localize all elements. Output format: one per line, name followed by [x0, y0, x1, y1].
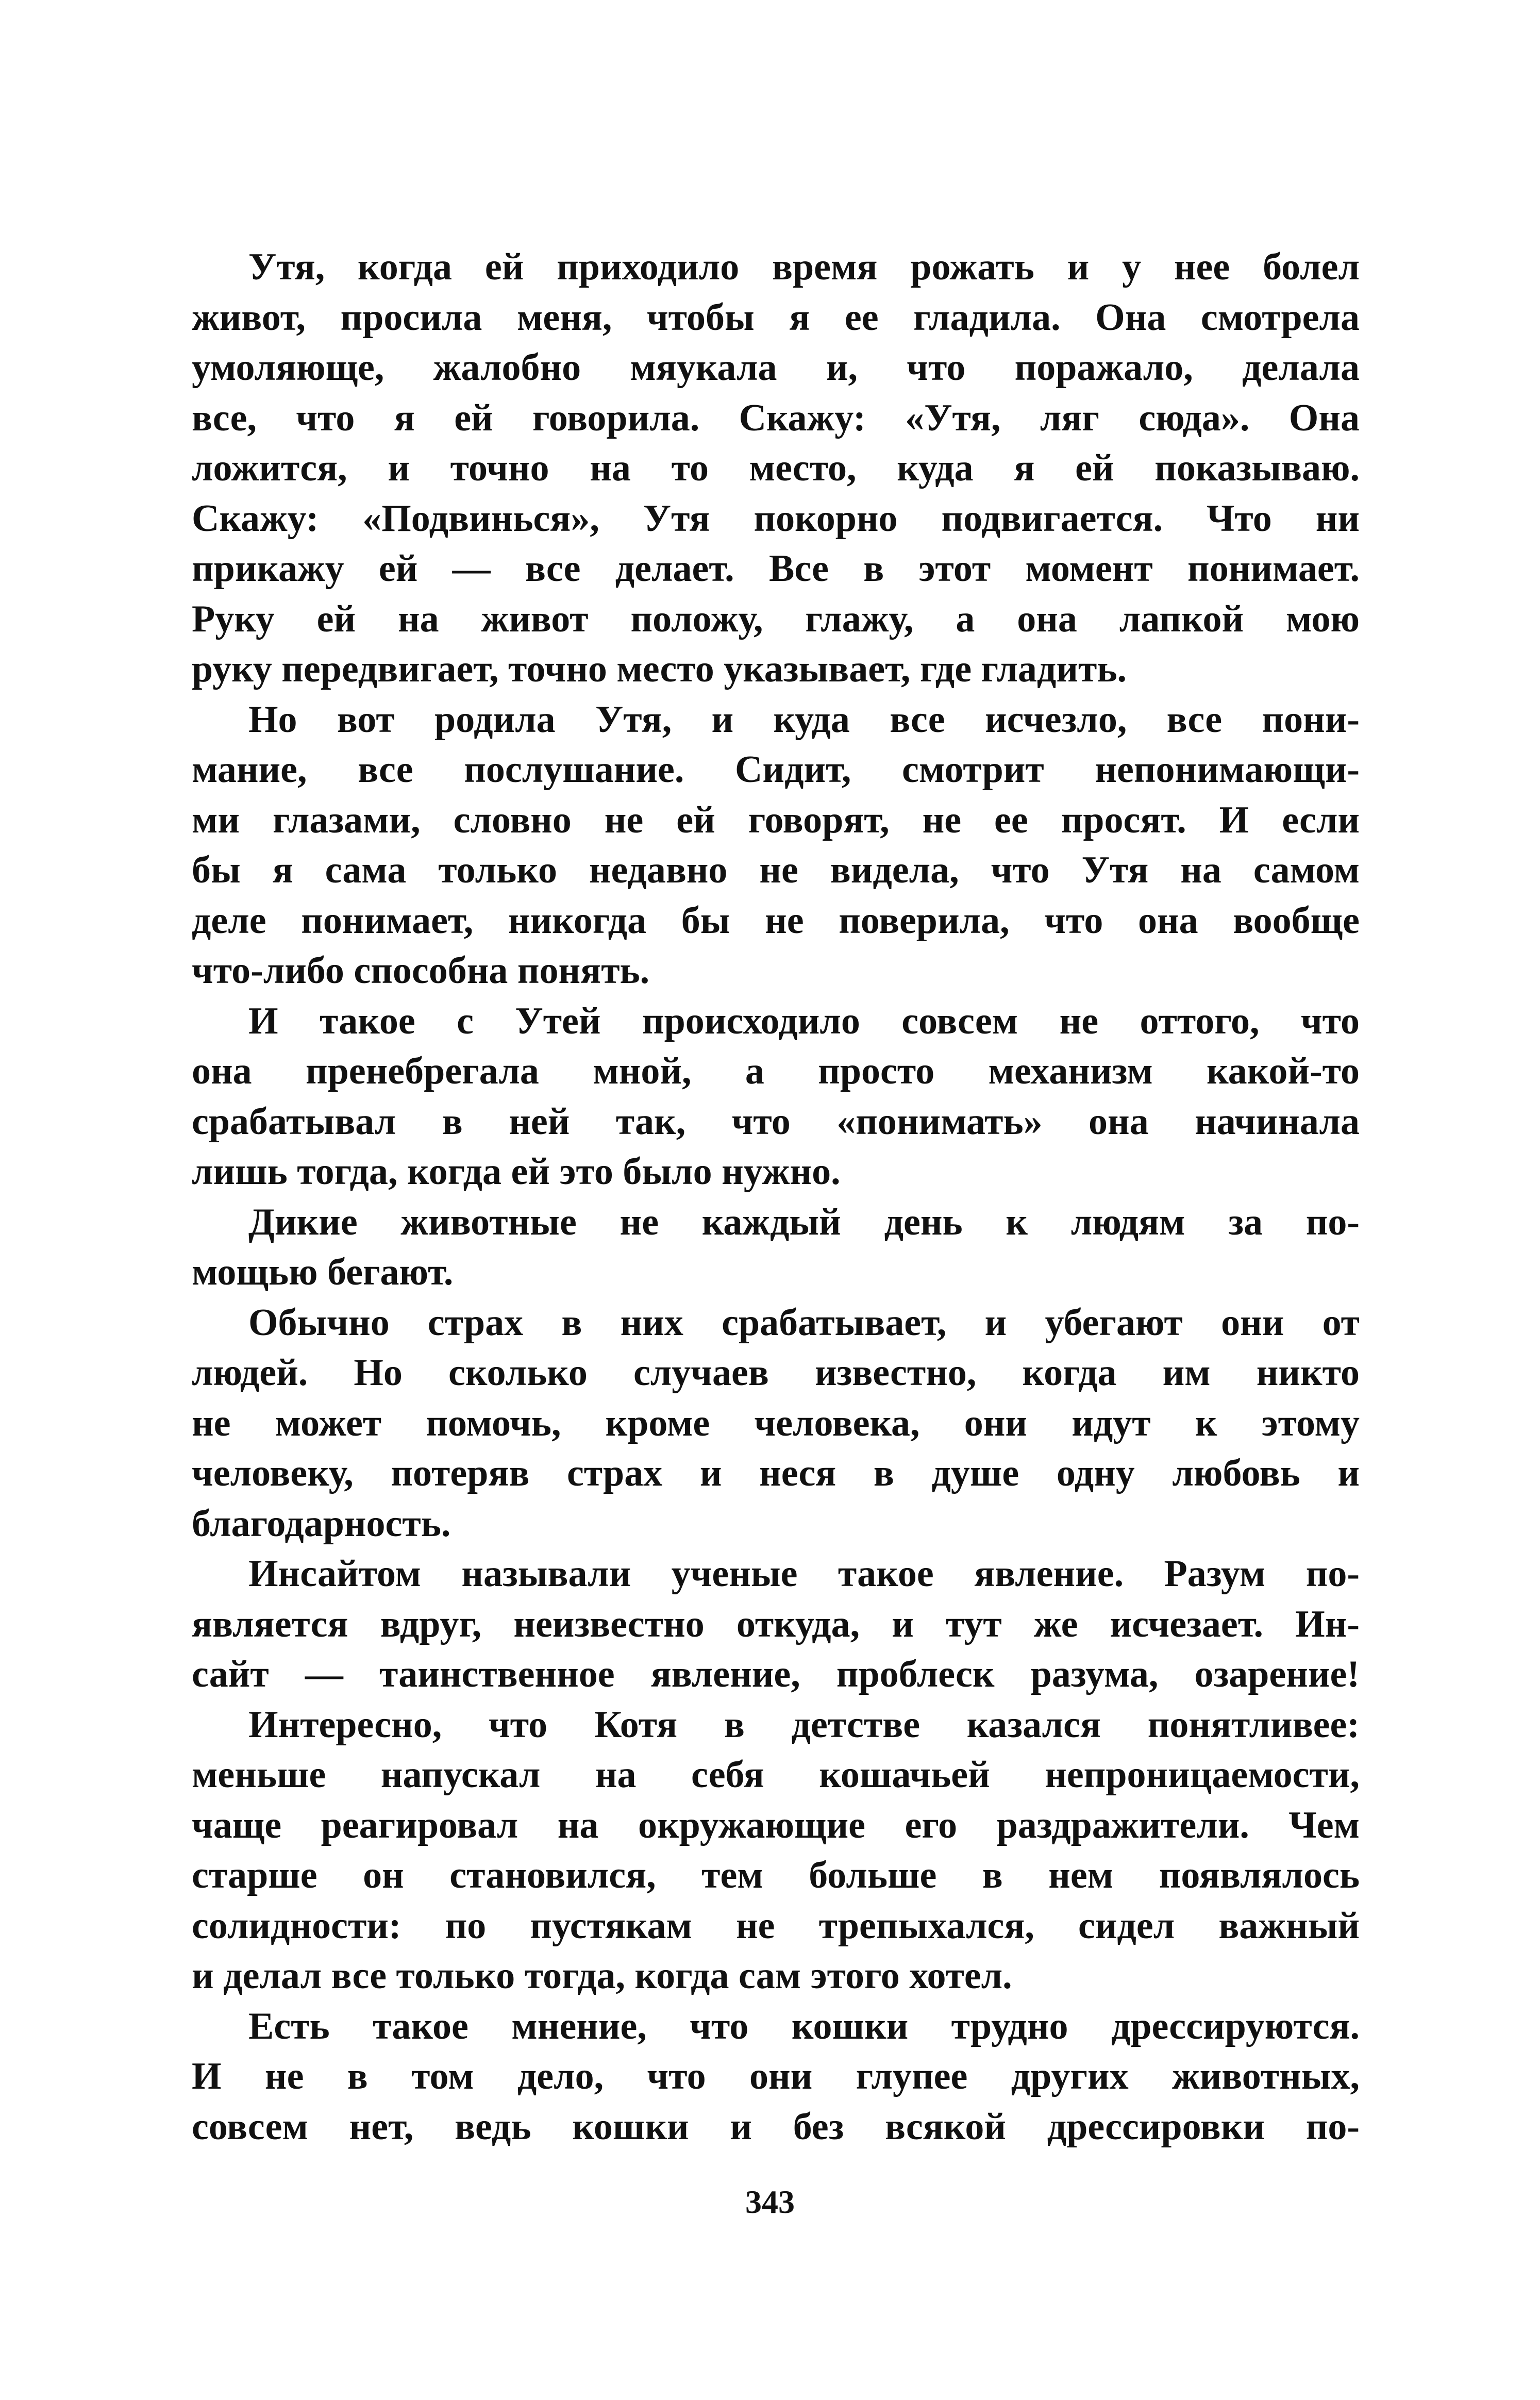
text-line: ложится, и точно на то место, куда я ей показываю. [192, 447, 1360, 489]
text-line: Интересно, что Котя в детстве казался понятливее: [248, 1703, 1360, 1746]
text-line: человеку, потеряв страх и неся в душе одну любовь и [192, 1452, 1360, 1494]
text-line: мощью бегают. [192, 1251, 454, 1293]
text-line: срабатывал в ней так, что «понимать» она начинала [192, 1100, 1360, 1143]
text-line: умоляюще, жалобно мяукала и, что поражало, делала [192, 346, 1360, 389]
text-line: солидности: по пустякам не трепыхался, сидел важный [192, 1904, 1360, 1947]
text-line: Но вот родила Утя, и куда все исчезло, все пони- [248, 698, 1360, 741]
text-line: все, что я ей говорила. Скажу: «Утя, ляг сюда». Она [192, 396, 1360, 439]
text-line: Обычно страх в них срабатывает, и убегают они от [248, 1301, 1360, 1344]
text-line: Дикие животные не каждый день к людям за по- [248, 1201, 1360, 1243]
text-line: мание, все послушание. Сидит, смотрит непонимающи- [192, 748, 1360, 791]
text-line: не может помочь, кроме человека, они идут к этому [192, 1402, 1360, 1444]
text-line: руку передвигает, точно место указывает, где гладить. [192, 648, 1127, 690]
page-number: 343 [745, 2184, 795, 2220]
text-line: живот, просила меня, чтобы я ее гладила. Она смотрела [192, 296, 1360, 339]
text-line: И не в том дело, что они глупее других животных, [192, 2055, 1360, 2097]
text-line: ми глазами, словно не ей говорят, не ее просят. И если [192, 798, 1360, 841]
text-line: деле понимает, никогда бы не поверила, что она вообще [192, 899, 1360, 942]
text-line: людей. Но сколько случаев известно, когда им никто [192, 1352, 1360, 1394]
text-line: Скажу: «Подвинься», Утя покорно подвигается. Что ни [192, 497, 1360, 540]
text-line: благодарность. [192, 1502, 451, 1545]
text-line: старше он становился, тем больше в нем появлялось [192, 1854, 1360, 1896]
text-line: чаще реагировал на окружающие его раздражители. Чем [192, 1804, 1360, 1846]
text-line: прикажу ей — все делает. Все в этот момент понимает. [192, 547, 1360, 590]
text-line: Руку ей на живот положу, глажу, а она лапкой мою [192, 597, 1360, 640]
text-line: она пренебрегала мной, а просто механизм какой-то [192, 1050, 1360, 1092]
text-line: сайт — таинственное явление, проблеск разума, озарение! [192, 1653, 1360, 1695]
text-line: Есть такое мнение, что кошки трудно дрессируются. [248, 2005, 1360, 2047]
text-line: лишь тогда, когда ей это было нужно. [192, 1151, 841, 1193]
body-text [192, 242, 1360, 2152]
text-line: является вдруг, неизвестно откуда, и тут же исчезает. Ин- [192, 1603, 1360, 1645]
text-line: Утя, когда ей приходило время рожать и у нее болел [248, 246, 1360, 288]
text-line: совсем нет, ведь кошки и без всякой дрессировки по- [192, 2105, 1360, 2148]
text-line: меньше напускал на себя кошачьей непроницаемости, [192, 1754, 1360, 1796]
text-line: и делал все только тогда, когда сам этого хотел. [192, 1955, 1012, 1997]
text-line: И такое с Утей происходило совсем не оттого, что [248, 999, 1360, 1042]
text-line: Инсайтом называли ученые такое явление. Разум по- [248, 1553, 1360, 1595]
text-line: бы я сама только недавно не видела, что Утя на самом [192, 849, 1360, 891]
text-line: что-либо способна понять. [192, 949, 650, 992]
